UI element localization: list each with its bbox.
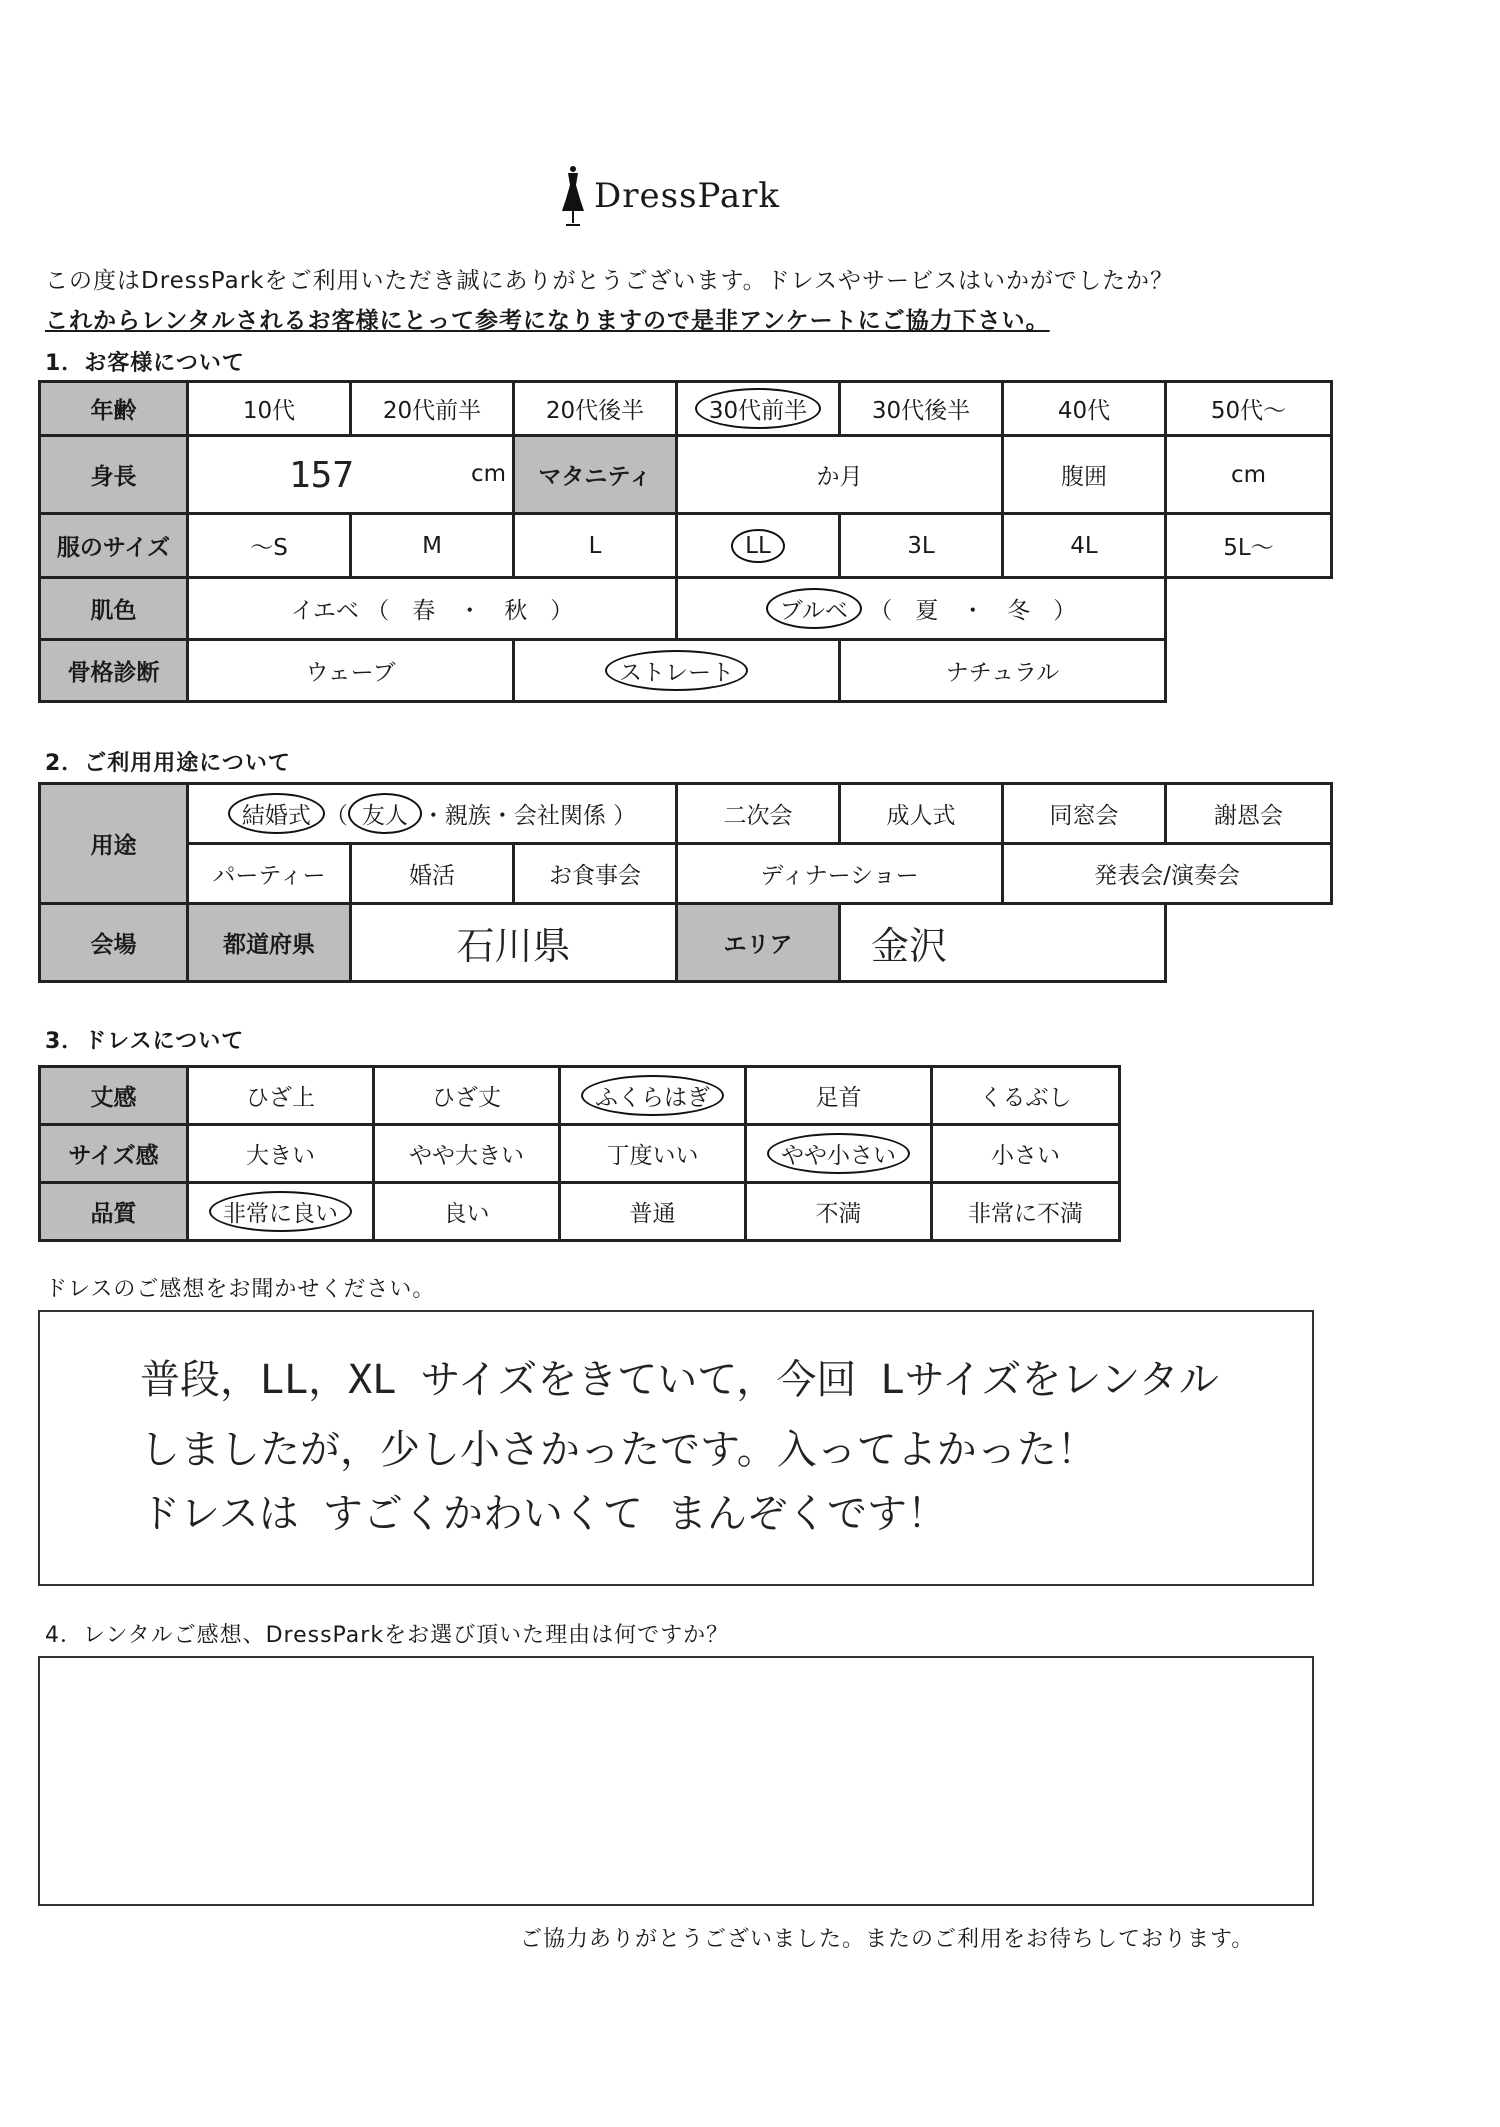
usage-option[interactable]: 二次会 <box>677 784 840 844</box>
skin-yellow-option[interactable] <box>188 578 677 640</box>
length-option[interactable]: ひざ丈 <box>374 1067 560 1125</box>
fit-row <box>40 1125 1120 1183</box>
size-option-selected[interactable] <box>677 514 840 578</box>
height-row <box>40 436 1332 514</box>
dress-table <box>38 1065 1121 1242</box>
frame-option[interactable]: ナチュラル <box>840 640 1166 702</box>
usage-option[interactable]: 同窓会 <box>1003 784 1166 844</box>
venue-label: 会場 <box>40 904 188 982</box>
skin-yellow-label: イエベ <box>290 598 359 624</box>
selection-circle: ブルベ <box>766 588 862 629</box>
age-option[interactable]: 20代後半 <box>514 382 677 436</box>
quality-option[interactable]: 非常に不満 <box>932 1183 1120 1241</box>
quality-option[interactable]: 不満 <box>746 1183 932 1241</box>
frame-row <box>40 640 1332 702</box>
frame-option-selected[interactable] <box>514 640 840 702</box>
selection-circle: やや小さい <box>767 1133 910 1174</box>
skin-blue-seasons: （ 夏 ・ 冬 ） <box>869 598 1077 624</box>
section1-title: 1．お客様について <box>45 351 245 376</box>
intro-text: この度はDressParkをご利用いただき誠にありがとうございます。ドレスやサービスはいかがでしたか？ <box>45 268 1174 294</box>
selection-circle: 結婚式 <box>228 793 325 834</box>
length-option[interactable]: ひざ上 <box>188 1067 374 1125</box>
frame-option[interactable]: ウェーブ <box>188 640 514 702</box>
usage-table <box>38 782 1333 983</box>
section3-title: 3．ドレスについて <box>45 1029 245 1054</box>
usage-row-2 <box>40 844 1332 904</box>
selection-circle: 友人 <box>348 793 422 834</box>
age-option[interactable]: 30代後半 <box>840 382 1003 436</box>
size-option[interactable]: 4L <box>1003 514 1166 578</box>
skin-blue-option[interactable] <box>677 578 1166 640</box>
fit-label: サイズ感 <box>40 1125 188 1183</box>
usage-option[interactable]: 謝恩会 <box>1166 784 1332 844</box>
age-option[interactable]: 10代 <box>188 382 351 436</box>
section2-title: 2．ご利用用途について <box>45 751 291 776</box>
age-option[interactable]: 20代前半 <box>351 382 514 436</box>
height-field[interactable] <box>188 436 514 514</box>
logo-text: DressPark <box>594 176 781 216</box>
skin-row <box>40 578 1332 640</box>
fit-option[interactable]: 大きい <box>188 1125 374 1183</box>
size-option[interactable]: M <box>351 514 514 578</box>
dress-comment-prompt: ドレスのご感想をお聞かせください。 <box>45 1277 436 1302</box>
logo <box>560 165 780 227</box>
customer-table <box>38 380 1333 703</box>
comment-line: しましたが，少し小さかったです。入ってよかった！ <box>140 1427 1097 1473</box>
quality-label: 品質 <box>40 1183 188 1241</box>
maternity-months-field[interactable]: か月 <box>677 436 1003 514</box>
length-label: 丈感 <box>40 1067 188 1125</box>
height-unit: cm <box>470 461 506 487</box>
selection-circle: LL <box>731 529 785 563</box>
usage-row-1 <box>40 784 1332 844</box>
age-option[interactable]: 50代～ <box>1166 382 1332 436</box>
fit-option[interactable]: やや大きい <box>374 1125 560 1183</box>
wedding-paren-open: （ <box>324 803 348 829</box>
quality-option[interactable]: 普通 <box>560 1183 746 1241</box>
length-option[interactable]: くるぶし <box>932 1067 1120 1125</box>
length-option-selected[interactable] <box>560 1067 746 1125</box>
usage-option[interactable]: パーティー <box>188 844 351 904</box>
frame-label: 骨格診断 <box>40 640 188 702</box>
quality-row <box>40 1183 1120 1241</box>
wedding-option[interactable] <box>188 784 677 844</box>
intro-request: これからレンタルされるお客様にとって参考になりますので是非アンケートにご協力下さい。 <box>45 308 1050 334</box>
quality-option[interactable]: 良い <box>374 1183 560 1241</box>
area-label: エリア <box>677 904 840 982</box>
wedding-relations: ・親族・会社関係 ） <box>421 803 637 829</box>
age-option-selected[interactable] <box>677 382 840 436</box>
usage-option[interactable]: 発表会/演奏会 <box>1003 844 1332 904</box>
selection-circle: 30代前半 <box>695 388 821 429</box>
size-option[interactable]: 5L～ <box>1166 514 1332 578</box>
size-option[interactable]: L <box>514 514 677 578</box>
closing-message: ご協力ありがとうございました。またのご利用をお待ちしております。 <box>520 1927 1255 1952</box>
skin-yellow-seasons: （ 春 ・ 秋 ） <box>366 598 574 624</box>
height-label: 身長 <box>40 436 188 514</box>
length-row <box>40 1067 1120 1125</box>
waist-field[interactable]: cm <box>1166 436 1332 514</box>
fit-option[interactable]: 小さい <box>932 1125 1120 1183</box>
age-row <box>40 382 1332 436</box>
prefecture-label: 都道府県 <box>188 904 351 982</box>
comment-line: 普段，LL，XL サイズをきていて，今回 Lサイズをレンタル <box>140 1357 1219 1403</box>
maternity-label: マタニティ <box>514 436 677 514</box>
selection-circle: ふくらはぎ <box>581 1075 724 1116</box>
rental-comment-box[interactable] <box>38 1656 1314 1906</box>
purpose-label: 用途 <box>40 784 188 904</box>
age-label: 年齢 <box>40 382 188 436</box>
skin-label: 肌色 <box>40 578 188 640</box>
dress-form-icon <box>560 165 586 227</box>
prefecture-field[interactable]: 石川県 <box>351 904 677 982</box>
dress-comment-box[interactable] <box>38 1310 1314 1586</box>
comment-line: ドレスは すごくかわいくて まんぞくです！ <box>140 1491 947 1537</box>
size-row <box>40 514 1332 578</box>
fit-option[interactable]: 丁度いい <box>560 1125 746 1183</box>
size-option[interactable]: 3L <box>840 514 1003 578</box>
section4-title: 4．レンタルご感想、DressParkをお選び頂いた理由は何ですか？ <box>45 1623 730 1648</box>
usage-option[interactable]: 成人式 <box>840 784 1003 844</box>
area-field[interactable]: 金沢 <box>840 904 1166 982</box>
selection-circle: 非常に良い <box>209 1191 352 1232</box>
age-option[interactable]: 40代 <box>1003 382 1166 436</box>
size-option[interactable]: ～S <box>188 514 351 578</box>
quality-option-selected[interactable] <box>188 1183 374 1241</box>
length-option[interactable]: 足首 <box>746 1067 932 1125</box>
usage-option[interactable]: ディナーショー <box>677 844 1003 904</box>
venue-row <box>40 904 1332 982</box>
height-value: 157 <box>289 455 355 496</box>
size-label: 服のサイズ <box>40 514 188 578</box>
waist-label: 腹囲 <box>1003 436 1166 514</box>
usage-option[interactable]: お食事会 <box>514 844 677 904</box>
selection-circle: ストレート <box>605 650 748 691</box>
fit-option-selected[interactable] <box>746 1125 932 1183</box>
usage-option[interactable]: 婚活 <box>351 844 514 904</box>
